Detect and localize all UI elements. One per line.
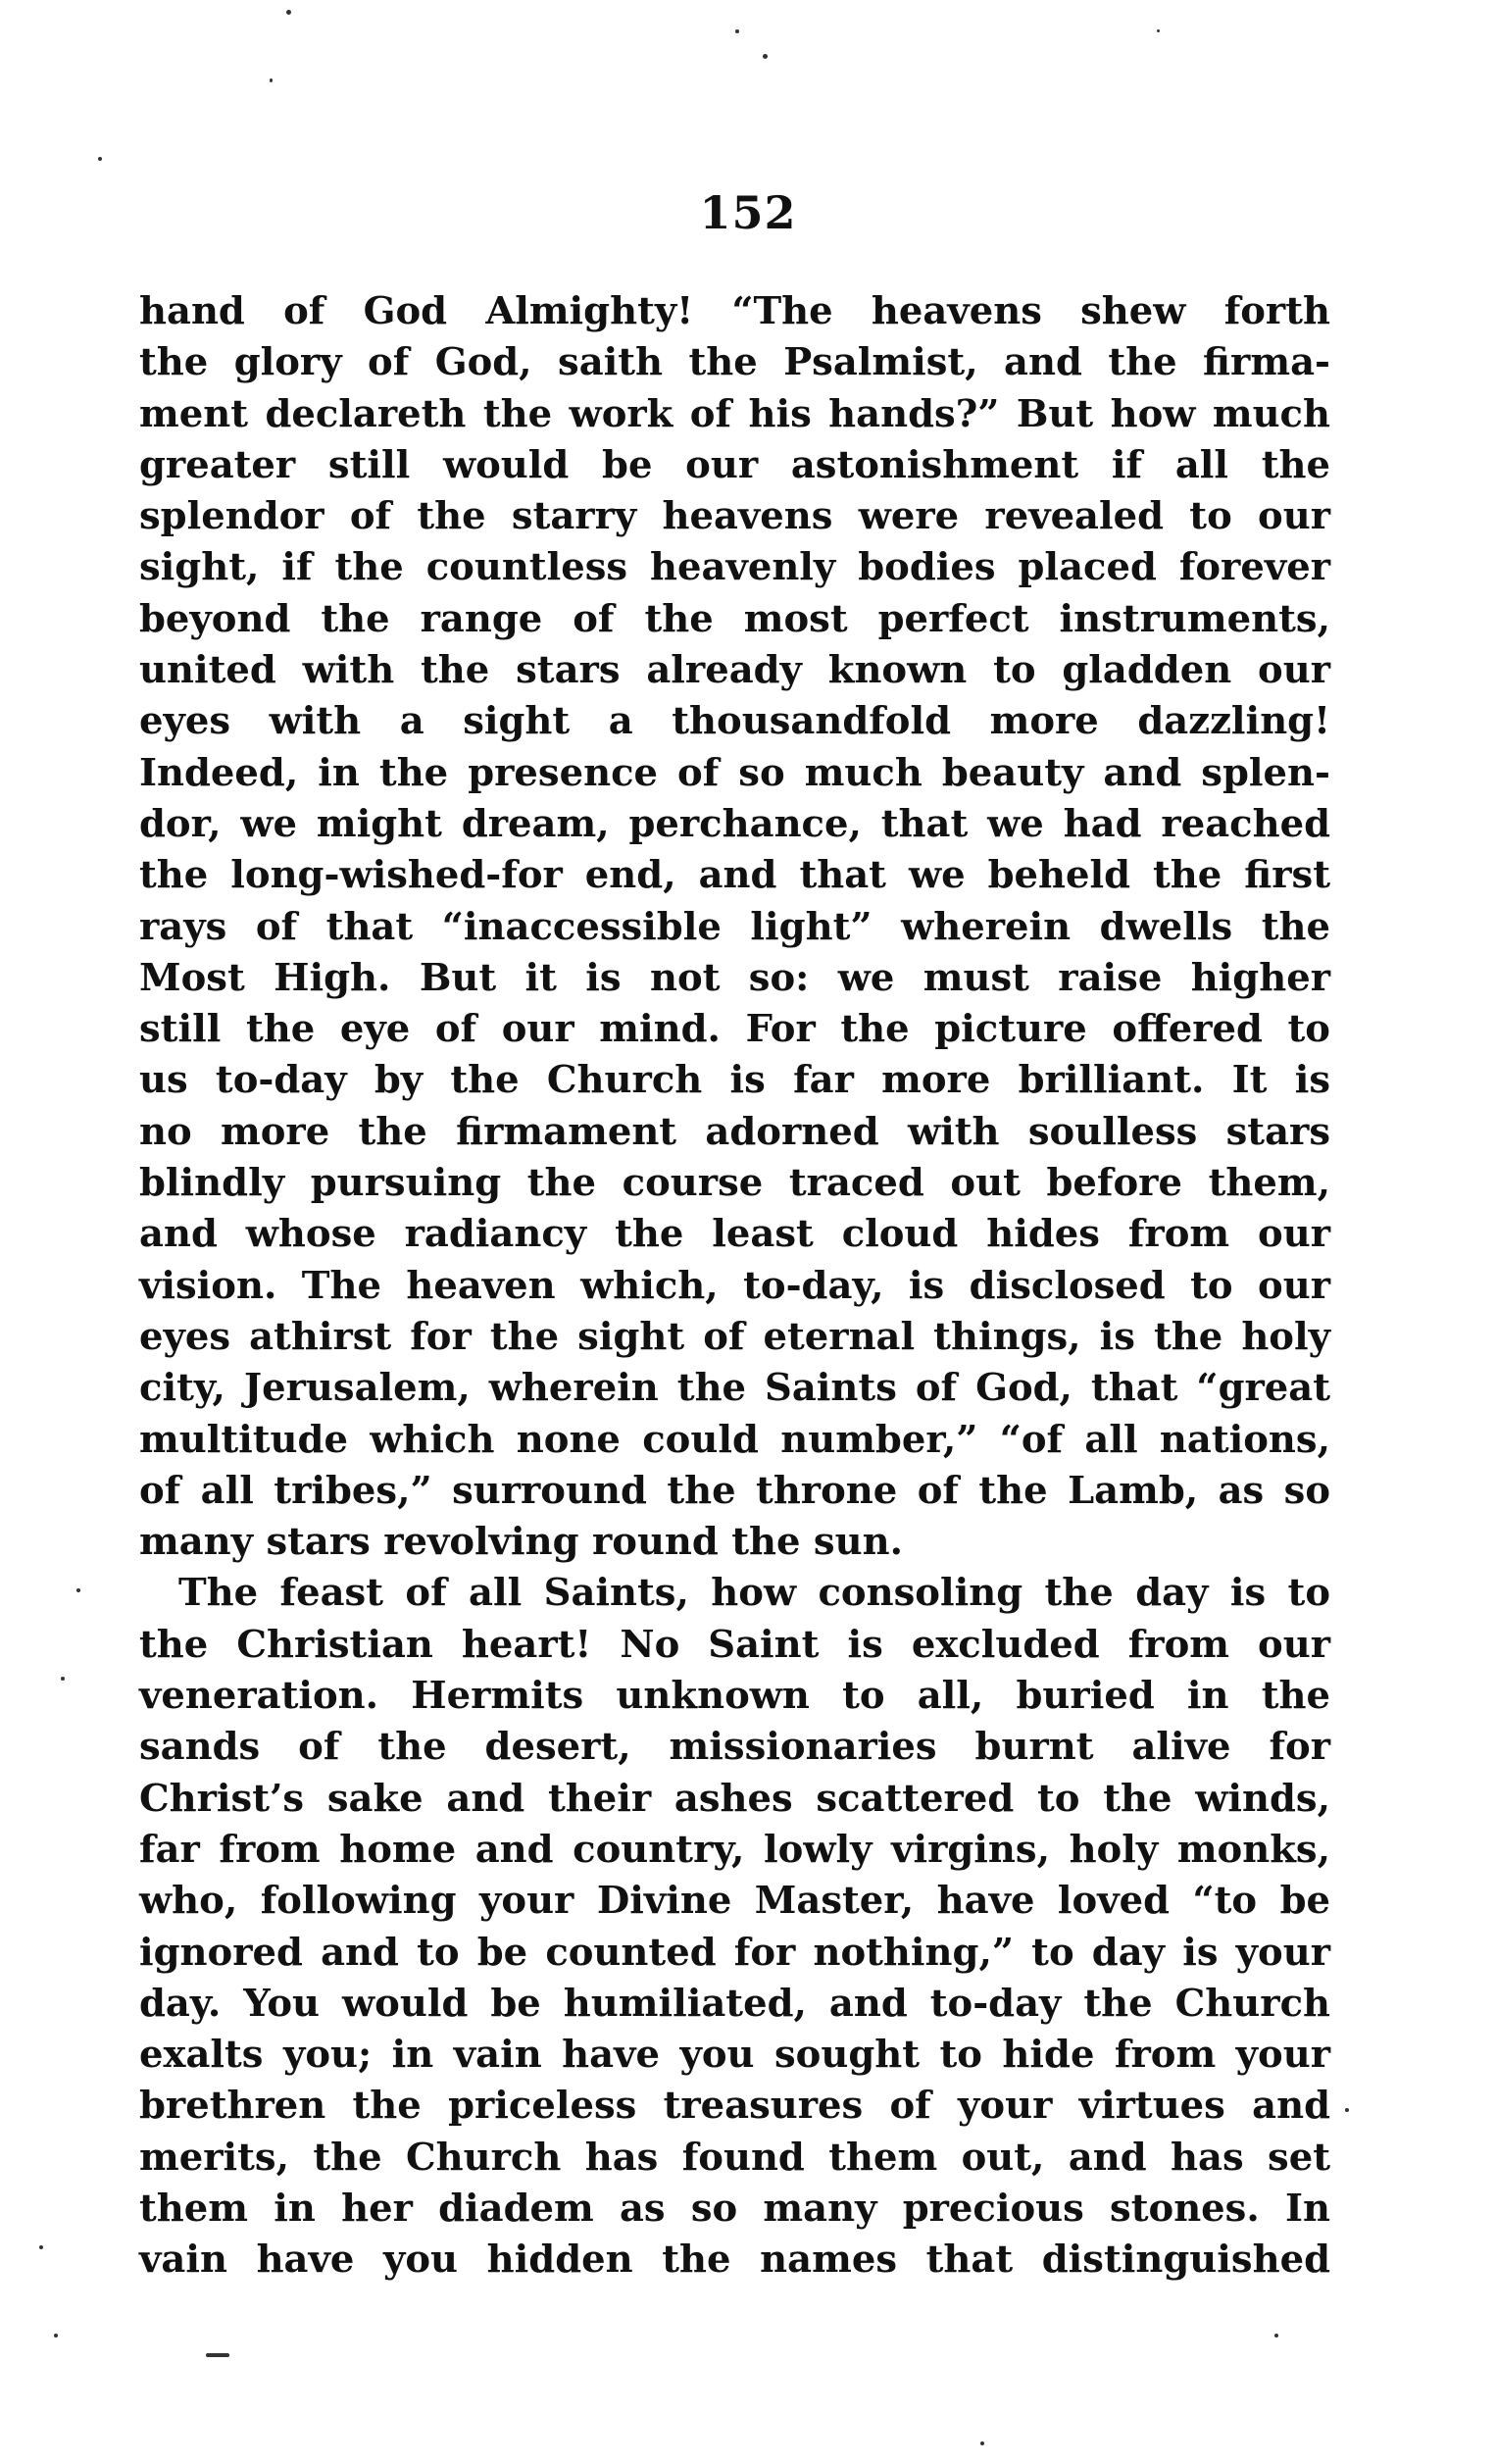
text-line: eyes athirst for the sight of eternal things, is the holy: [139, 1314, 1330, 1359]
text-line: many stars revolving round the sun.: [139, 1520, 903, 1565]
scan-speck: [286, 10, 291, 15]
text-line: greater still would be our astonishment if all the: [139, 442, 1330, 487]
text-line: Most High. But it is not so: we must raise higher: [139, 955, 1330, 1000]
text-line: vain have you hidden the names that distinguished: [139, 2238, 1330, 2283]
text-line: blindly pursuing the course traced out before them,: [139, 1161, 1330, 1206]
scan-speck: [39, 2245, 43, 2249]
scan-speck: [1274, 2334, 1278, 2338]
text-line: far from home and country, lowly virgins, holy monks,: [139, 1827, 1330, 1872]
scan-speck: [61, 1677, 65, 1681]
text-line: The feast of all Saints, how consoling the day is to: [178, 1571, 1330, 1616]
scan-speck: [980, 2441, 984, 2445]
text-line: day. You would be humiliated, and to-day the Church: [139, 1981, 1330, 2026]
text-line: of all tribes,” surround the throne of the Lamb, as so: [139, 1468, 1330, 1513]
scan-speck: [206, 2353, 229, 2357]
text-line: multitude which none could number,” “of all nations,: [139, 1417, 1330, 1462]
text-line: eyes with a sight a thousandfold more dazzling!: [139, 699, 1330, 744]
body-text: [139, 286, 1330, 2287]
scan-speck: [76, 1588, 80, 1592]
text-line: Christ’s sake and their ashes scattered to the winds,: [139, 1776, 1330, 1821]
scan-speck: [1345, 2108, 1349, 2112]
page-number: 152: [699, 186, 797, 239]
text-line: veneration. Hermits unknown to all, buried in the: [139, 1674, 1330, 1719]
text-line: the glory of God, saith the Psalmist, and the firma-: [139, 340, 1330, 385]
text-line: splendor of the starry heavens were revealed to our: [139, 494, 1330, 539]
text-line: rays of that “inaccessible light” wherein dwells the: [139, 904, 1330, 949]
scan-speck: [98, 157, 102, 161]
text-line: Indeed, in the presence of so much beauty and splen-: [139, 750, 1330, 795]
text-line: hand of God Almighty! “The heavens shew forth: [139, 289, 1330, 333]
text-line: sands of the desert, missionaries burnt alive for: [139, 1725, 1330, 1770]
text-line: the Christian heart! No Saint is excluded from our: [139, 1622, 1330, 1667]
text-line: us to-day by the Church is far more brilliant. It is: [139, 1058, 1330, 1103]
text-line: brethren the priceless treasures of your virtues and: [139, 2084, 1330, 2129]
text-line: ignored and to be counted for nothing,” to day is your: [139, 1930, 1330, 1975]
scan-speck: [1157, 29, 1160, 32]
text-line: exalts you; in vain have you sought to hide from your: [139, 2033, 1330, 2078]
text-line: merits, the Church has found them out, and has set: [139, 2135, 1330, 2180]
scan-speck: [735, 29, 739, 33]
paragraph-2: [139, 1568, 1330, 2286]
text-line: city, Jerusalem, wherein the Saints of God, that “great: [139, 1366, 1330, 1411]
text-line: no more the firmament adorned with soulless stars: [139, 1109, 1330, 1154]
text-line: and whose radiancy the least cloud hides from our: [139, 1212, 1330, 1257]
text-line: the long-wished-for end, and that we beheld the first: [139, 853, 1330, 898]
text-line: them in her diadem as so many precious stones. In: [139, 2186, 1330, 2231]
text-line: beyond the range of the most perfect instruments,: [139, 596, 1330, 641]
scan-speck: [270, 78, 273, 82]
text-line: who, following your Divine Master, have loved “to be: [139, 1879, 1330, 1924]
text-line: sight, if the countless heavenly bodies placed forever: [139, 545, 1330, 590]
paragraph-1: [139, 286, 1330, 1568]
scan-speck: [763, 54, 768, 59]
scan-speck: [54, 2334, 58, 2338]
text-line: dor, we might dream, perchance, that we had reached: [139, 801, 1330, 846]
text-line: ment declareth the work of his hands?” But how much: [139, 391, 1330, 436]
text-line: still the eye of our mind. For the picture offered to: [139, 1007, 1330, 1052]
text-line: vision. The heaven which, to-day, is disclosed to our: [139, 1263, 1330, 1308]
text-line: united with the stars already known to gladden our: [139, 648, 1330, 693]
